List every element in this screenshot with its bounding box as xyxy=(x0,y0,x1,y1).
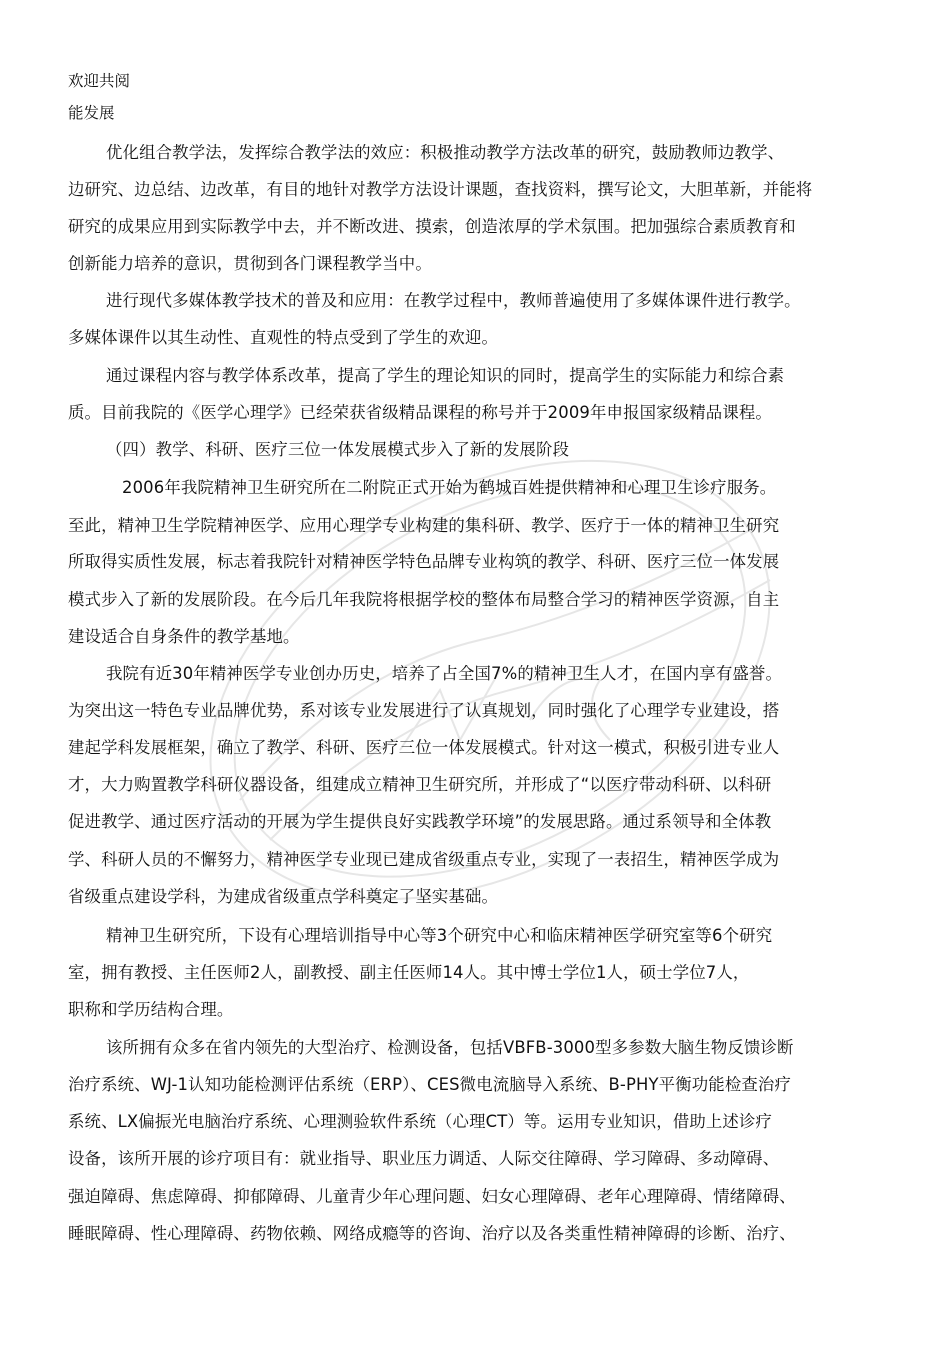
paragraph-line: 职称和学历结构合理。 xyxy=(68,1000,234,1019)
paragraph-line: 促进教学、通过医疗活动的开展为学生提供良好实践教学环境”的发展思路。通过系领导和全体教 xyxy=(68,812,772,831)
paragraph-line: 优化组合教学法，发挥综合教学法的效应：积极推动教学方法改革的研究，鼓励教师边教学、 xyxy=(106,143,785,162)
paragraph-line: 研究的成果应用到实际教学中去，并不断改进、摸索，创造浓厚的学术氛围。把加强综合素质教育和 xyxy=(68,217,796,236)
paragraph-line: 精神卫生研究所，下设有心理培训指导中心等3个研究中心和临床精神医学研究室等6个研究 xyxy=(106,926,773,945)
paragraph-line: 进行现代多媒体教学技术的普及和应用：在教学过程中，教师普遍使用了多媒体课件进行教学。 xyxy=(106,291,801,310)
paragraph-line: 多媒体课件以其生动性、直观性的特点受到了学生的欢迎。 xyxy=(68,328,499,347)
paragraph-line: 质。目前我院的《医学心理学》已经荣获省级精品课程的称号并于2009年申报国家级精品课程。 xyxy=(68,403,772,422)
paragraph-line: 边研究、边总结、边改革，有目的地针对教学方法设计课题，查找资料，撰写论文，大胆革新，并能将 xyxy=(68,180,813,199)
continued-heading: 能发展 xyxy=(68,104,115,122)
section-heading: （四）教学、科研、医疗三位一体发展模式步入了新的发展阶段 xyxy=(106,440,570,459)
paragraph-line: 省级重点建设学科，为建成省级重点学科奠定了坚实基础。 xyxy=(68,887,499,906)
paragraph-line: 所取得实质性发展，标志着我院针对精神医学特色品牌专业构筑的教学、科研、医疗三位一体发展 xyxy=(68,552,780,571)
paragraph-line: 模式步入了新的发展阶段。在今后几年我院将根据学校的整体布局整合学习的精神医学资源，自主 xyxy=(68,590,780,609)
paragraph-line: 室，拥有教授、主任医师2人，副教授、副主任医师14人。其中博士学位1人，硕士学位7人， xyxy=(68,963,750,982)
paragraph-line: 该所拥有众多在省内领先的大型治疗、检测设备，包括VBFB-3000型多参数大脑生物反馈诊断 xyxy=(106,1038,794,1057)
paragraph-line: 设备，该所开展的诊疗项目有：就业指导、职业压力调适、人际交往障碍、学习障碍、多动障碍、 xyxy=(68,1149,780,1168)
paragraph-line: 至此，精神卫生学院精神医学、应用心理学专业构建的集科研、教学、医疗于一体的精神卫生研究 xyxy=(68,516,780,535)
paragraph-line: 通过课程内容与教学体系改革，提高了学生的理论知识的同时，提高学生的实际能力和综合素 xyxy=(106,366,785,385)
header-tag: 欢迎共阅 xyxy=(68,72,131,90)
paragraph-line: 2006年我院精神卫生研究所在二附院正式开始为鹤城百姓提供精神和心理卫生诊疗服务。 xyxy=(122,478,777,497)
paragraph-line: 治疗系统、WJ-1认知功能检测评估系统（ERP）、CES微电流脑导入系统、B-PHY平衡功能检查治疗 xyxy=(68,1075,791,1094)
paragraph-line: 睡眠障碍、性心理障碍、药物依赖、网络成瘾等的咨询、治疗以及各类重性精神障碍的诊断、治疗、 xyxy=(68,1224,796,1243)
paragraph-line: 为突出这一特色专业品牌优势，系对该专业发展进行了认真规划，同时强化了心理学专业建设，搭 xyxy=(68,701,780,720)
paragraph-line: 建起学科发展框架，确立了教学、科研、医疗三位一体发展模式。针对这一模式，积极引进专业人 xyxy=(68,738,780,757)
paragraph-line: 我院有近30年精神医学专业创办历史，培养了占全国7%的精神卫生人才，在国内享有盛誉。 xyxy=(106,664,783,683)
paragraph-line: 学、科研人员的不懈努力，精神医学专业现已建成省级重点专业，实现了一表招生，精神医学成为 xyxy=(68,850,780,869)
paragraph-line: 强迫障碍、焦虑障碍、抑郁障碍、儿童青少年心理问题、妇女心理障碍、老年心理障碍、情绪障碍、 xyxy=(68,1187,796,1206)
paragraph-line: 才，大力购置教学科研仪器设备，组建成立精神卫生研究所，并形成了“以医疗带动科研、以科研 xyxy=(68,775,772,794)
paragraph-line: 创新能力培养的意识，贯彻到各门课程教学当中。 xyxy=(68,254,432,273)
paragraph-line: 系统、LX偏振光电脑治疗系统、心理测验软件系统（心理CT）等。运用专业知识，借助上述诊疗 xyxy=(68,1112,773,1131)
paragraph-line: 建设适合自身条件的教学基地。 xyxy=(68,627,300,646)
